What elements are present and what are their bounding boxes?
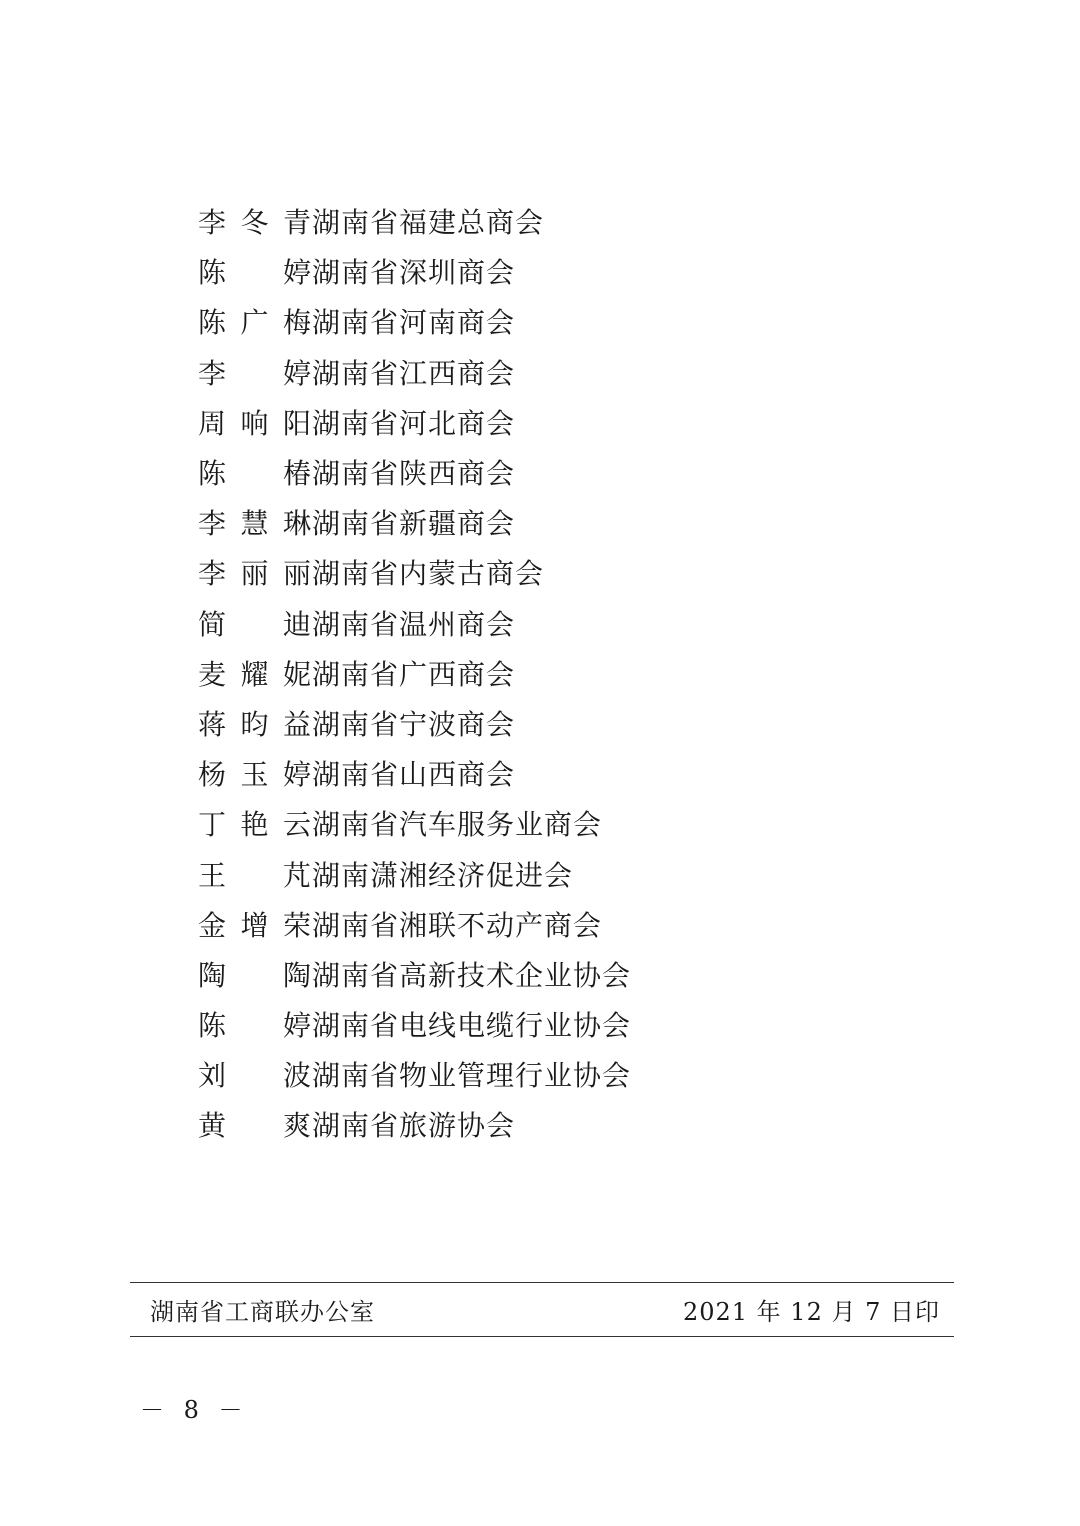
person-name: 李丽丽: [198, 557, 312, 591]
person-name: 金增荣: [198, 908, 312, 942]
organization-name: 湖南省旅游协会: [312, 1109, 516, 1143]
organization-name: 湖南省河南商会: [312, 306, 516, 340]
list-item: [198, 196, 631, 246]
organization-name: 湖南省江西商会: [312, 356, 516, 390]
list-item: [198, 296, 631, 346]
list-item: [198, 598, 631, 648]
organization-name: 湖南省陕西商会: [312, 457, 516, 491]
organization-name: 湖南省广西商会: [312, 657, 516, 691]
person-name: 陈椿: [198, 457, 312, 491]
person-name: 李婷: [198, 356, 312, 390]
person-name: 麦耀妮: [198, 657, 312, 691]
organization-name: 湖南潇湘经济促进会: [312, 858, 574, 892]
organization-name: 湖南省内蒙古商会: [312, 557, 545, 591]
organization-name: 湖南省汽车服务业商会: [312, 808, 603, 842]
list-item: [198, 848, 631, 898]
person-name: 李冬青: [198, 206, 312, 240]
organization-name: 湖南省深圳商会: [312, 256, 516, 290]
person-name: 李慧琳: [198, 507, 312, 541]
list-item: [198, 347, 631, 397]
list-item: [198, 698, 631, 748]
person-name: 周响阳: [198, 406, 312, 440]
organization-name: 湖南省新疆商会: [312, 507, 516, 541]
person-name: 简迪: [198, 607, 312, 641]
list-item: [198, 547, 631, 597]
footer-print-date: 2021 年 12 月 7 日印: [682, 1298, 940, 1326]
list-item: [198, 949, 631, 999]
person-name: 王芃: [198, 858, 312, 892]
person-name: 刘波: [198, 1059, 312, 1093]
list-item: [198, 798, 631, 848]
list-item: [198, 648, 631, 698]
list-item: [198, 497, 631, 547]
person-name: 陈婷: [198, 256, 312, 290]
footer-divider-bottom: [130, 1336, 954, 1337]
list-item: [198, 999, 631, 1049]
name-list: [198, 196, 631, 1150]
organization-name: 湖南省电线电缆行业协会: [312, 1009, 632, 1043]
page-number: － 8 －: [140, 1396, 249, 1424]
person-name: 杨玉婷: [198, 758, 312, 792]
organization-name: 湖南省高新技术企业协会: [312, 958, 632, 992]
organization-name: 湖南省物业管理行业协会: [312, 1059, 632, 1093]
organization-name: 湖南省湘联不动产商会: [312, 908, 603, 942]
footer-divider-top: [130, 1282, 954, 1283]
list-item: [198, 899, 631, 949]
organization-name: 湖南省宁波商会: [312, 707, 516, 741]
person-name: 陈婷: [198, 1009, 312, 1043]
list-item: [198, 246, 631, 296]
person-name: 丁艳云: [198, 808, 312, 842]
list-item: [198, 447, 631, 497]
person-name: 黄爽: [198, 1109, 312, 1143]
list-item: [198, 1099, 631, 1149]
list-item: [198, 748, 631, 798]
list-item: [198, 1049, 631, 1099]
person-name: 陶陶: [198, 958, 312, 992]
person-name: 陈广梅: [198, 306, 312, 340]
footer-office: 湖南省工商联办公室: [150, 1298, 375, 1326]
list-item: [198, 397, 631, 447]
person-name: 蒋昀益: [198, 707, 312, 741]
organization-name: 湖南省山西商会: [312, 758, 516, 792]
organization-name: 湖南省河北商会: [312, 406, 516, 440]
organization-name: 湖南省温州商会: [312, 607, 516, 641]
organization-name: 湖南省福建总商会: [312, 206, 545, 240]
